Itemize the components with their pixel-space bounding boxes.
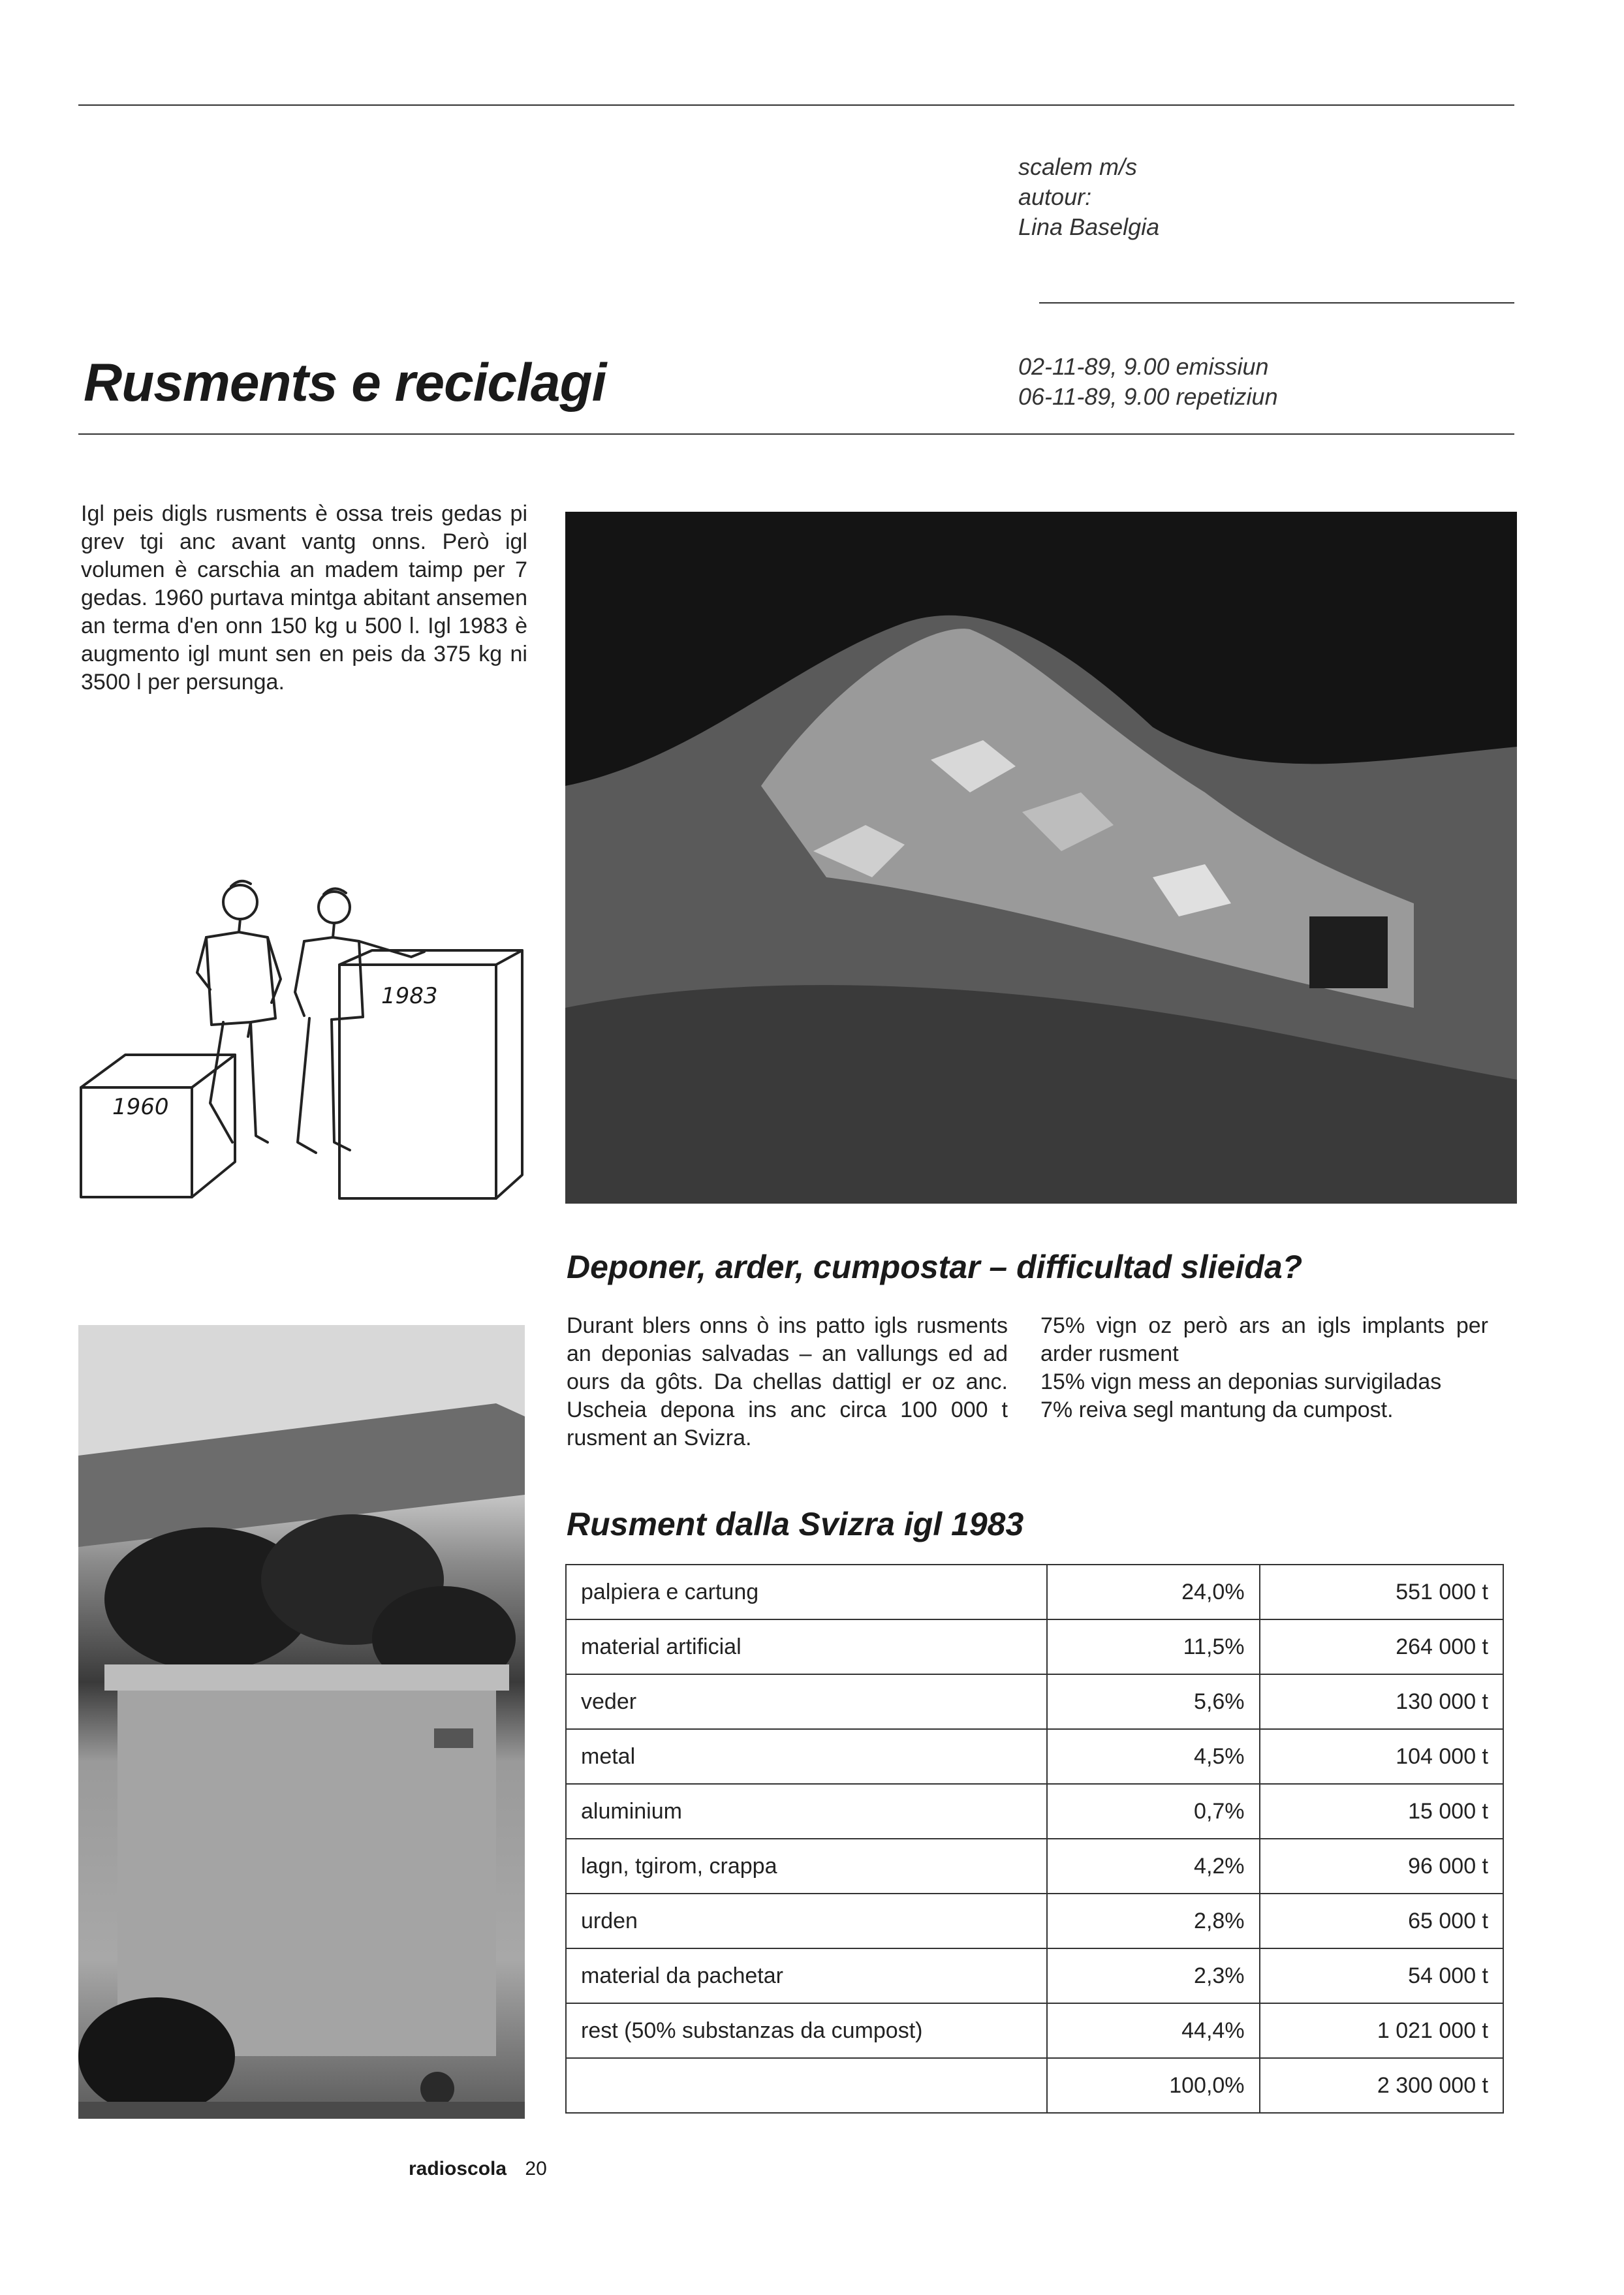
author-name: Lina Baselgia xyxy=(1018,213,1160,240)
table-row xyxy=(566,1619,1503,1674)
row-percent: 0,7% xyxy=(1047,1784,1260,1839)
row-label: veder xyxy=(566,1674,1047,1729)
row-percent: 2,3% xyxy=(1047,1948,1260,2003)
table-row xyxy=(566,1674,1503,1729)
landfill-photo xyxy=(565,512,1517,1204)
top-rule xyxy=(78,104,1514,106)
intro-paragraph: Igl peis digls rusments è ossa treis gedas pi grev tgi anc avant vantg onns. Però igl volumen è carschia an madem taimp per 7 gedas. 1960 purtava mintga abitant ansemen an terma d'en onn 150 kg u 500 l. Igl 1983 è augmento igl munt sen en peis da 375 kg ni 3500 l per persunga. xyxy=(81,501,527,695)
row-percent: 5,6% xyxy=(1047,1674,1260,1729)
table-row xyxy=(566,1839,1503,1894)
row-tons: 104 000 t xyxy=(1260,1729,1503,1784)
table-row xyxy=(566,1948,1503,2003)
repeat-date: 06-11-89, 9.00 repetiziun xyxy=(1018,383,1278,410)
waste-container-icon xyxy=(78,1325,525,2119)
row-tons: 551 000 t xyxy=(1260,1565,1503,1619)
row-label: urden xyxy=(566,1894,1047,1948)
row-percent: 44,4% xyxy=(1047,2003,1260,2058)
container-photo xyxy=(78,1325,525,2119)
section-heading: Deponer, arder, cumpostar – difficultad slieida? xyxy=(567,1249,1303,1285)
row-label: rest (50% substanzas da cumpost) xyxy=(566,2003,1047,2058)
publication-name: radioscola xyxy=(409,2158,507,2179)
landfill-scene-icon xyxy=(565,512,1517,1204)
label-1983: 1983 xyxy=(381,983,438,1009)
row-label: palpiera e cartung xyxy=(566,1565,1047,1619)
row-tons: 15 000 t xyxy=(1260,1784,1503,1839)
row-percent: 11,5% xyxy=(1047,1619,1260,1674)
row-tons: 1 021 000 t xyxy=(1260,2003,1503,2058)
percent-line-2: 15% vign mess an deponias survigiladas xyxy=(1040,1369,1442,1394)
row-tons: 130 000 t xyxy=(1260,1674,1503,1729)
row-percent: 4,5% xyxy=(1047,1729,1260,1784)
table-row xyxy=(566,1729,1503,1784)
label-1960: 1960 xyxy=(112,1094,169,1120)
illustration-boxes xyxy=(72,868,535,1208)
table-row xyxy=(566,2003,1503,2058)
boxes-drawing-icon xyxy=(72,868,535,1208)
row-tons: 96 000 t xyxy=(1260,1839,1503,1894)
row-label: aluminium xyxy=(566,1784,1047,1839)
page-title: Rusments e reciclagi xyxy=(84,353,606,413)
meta-rule xyxy=(1039,302,1514,304)
author-label: autour: xyxy=(1018,183,1092,210)
row-tons: 264 000 t xyxy=(1260,1619,1503,1674)
table-row xyxy=(566,1784,1503,1839)
row-label: material artificial xyxy=(566,1619,1047,1674)
column-deponias: Durant blers onns ò ins patto igls rusments an deponias salvadas – an vallungs ed ad ours da gôts. Da chellas dattigl er oz anc. Uscheia depona ins anc circa 100 000 t rusment an Svizra. xyxy=(567,1313,1008,1450)
page-number: 20 xyxy=(525,2158,547,2179)
footer xyxy=(409,2158,547,2180)
table-heading: Rusment dalla Svizra igl 1983 xyxy=(567,1506,1024,1542)
row-tons: 65 000 t xyxy=(1260,1894,1503,1948)
broadcast-date: 02-11-89, 9.00 emissiun xyxy=(1018,353,1269,380)
percent-line-3: 7% reiva segl mantung da cumpost. xyxy=(1040,1397,1394,1422)
percent-line-1: 75% vign oz però ars an igls implants per arder rusment xyxy=(1040,1313,1488,1366)
row-percent: 4,2% xyxy=(1047,1839,1260,1894)
row-percent: 100,0% xyxy=(1047,2058,1260,2113)
row-label: lagn, tgirom, crappa xyxy=(566,1839,1047,1894)
waste-table xyxy=(565,1564,1504,2114)
row-percent: 2,8% xyxy=(1047,1894,1260,1948)
title-rule xyxy=(78,433,1514,435)
row-label: material da pachetar xyxy=(566,1948,1047,2003)
row-tons: 54 000 t xyxy=(1260,1948,1503,2003)
table-row xyxy=(566,1894,1503,1948)
series-label: scalem m/s xyxy=(1018,153,1138,180)
row-label: metal xyxy=(566,1729,1047,1784)
row-tons: 2 300 000 t xyxy=(1260,2058,1503,2113)
column-percentages xyxy=(1040,1312,1488,1424)
table-row xyxy=(566,2058,1503,2113)
table-row xyxy=(566,1565,1503,1619)
row-percent: 24,0% xyxy=(1047,1565,1260,1619)
row-label xyxy=(566,2058,1047,2113)
